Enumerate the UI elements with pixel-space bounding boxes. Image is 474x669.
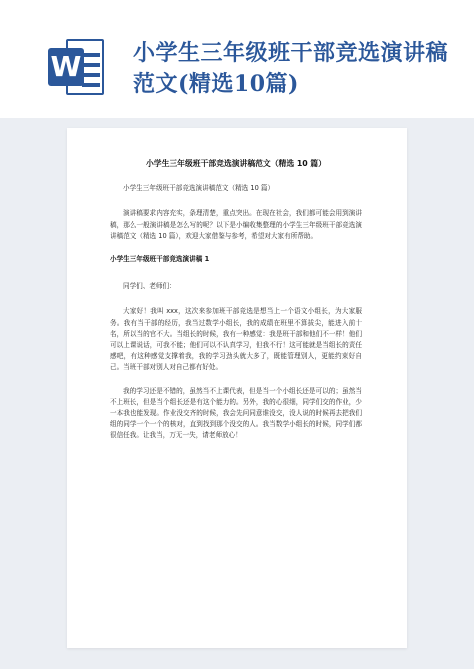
section-heading: 小学生三年级班干部竞选演讲稿 1 <box>110 255 210 264</box>
document-title: 小学生三年级班干部竞选演讲稿范文（精选 10 篇） <box>145 159 326 168</box>
document-body <box>110 158 362 454</box>
banner-title: 小学生三年级班干部竞选演讲稿范文(精选10篇) <box>133 40 449 97</box>
body-paragraph-2: 我的学习还是不错的，虽然当不上课代表，但是当一个小组长还是可以的；虽然当不上班长，但是当个组长还是有这个能力的。另外，我的心很细，同学们交的作业，少一本我也能发现。作业没交齐的时候，我会先问同意谁没交，没人说的时候再去把我们组的同学一个一个的核对，直到找到那个没交的人。我当数学小组长的时候，同学们都很信任我。让我当，万无一失，请老师放心！ <box>110 386 362 440</box>
body-paragraph-1: 大家好！我叫 xxx，这次来参加班干部竞选是想当上一个语文小组长，为大家服务。我有当干部的经历，我当过数学小组长，我的成绩在班里不算拔尖，能进入前十名，所以当的官不大。当组长的时候，我有一种感觉：我是班干部和他们不一样！他们可以上课说话，可我不能；他们可以不认真学习，但我不行！这可能就是当组长的责任感吧，有这种感觉支撑着我，我的学习劲头就大多了，既能管理别人，更能约束好自己。当班干部对别人对自己都有好处。 <box>110 307 362 372</box>
document-subtitle: 小学生三年级班干部竞选演讲稿范文（精选 10 篇） <box>123 184 275 193</box>
intro-paragraph: 演讲稿要求内容充实，条理清楚，重点突出。在现在社会，我们都可能会用到演讲稿，那么一般演讲稿是怎么写的呢？以下是小编收集整理的小学生三年级班干部竞选演讲稿范文（精选 10 篇），欢迎大家借鉴与参考，希望对大家有所帮助。 <box>110 209 362 240</box>
banner <box>0 0 474 118</box>
word-badge: W <box>48 48 84 86</box>
greeting: 同学们、老师们： <box>123 282 176 291</box>
word-document-icon <box>46 36 108 100</box>
document-page <box>67 128 407 648</box>
